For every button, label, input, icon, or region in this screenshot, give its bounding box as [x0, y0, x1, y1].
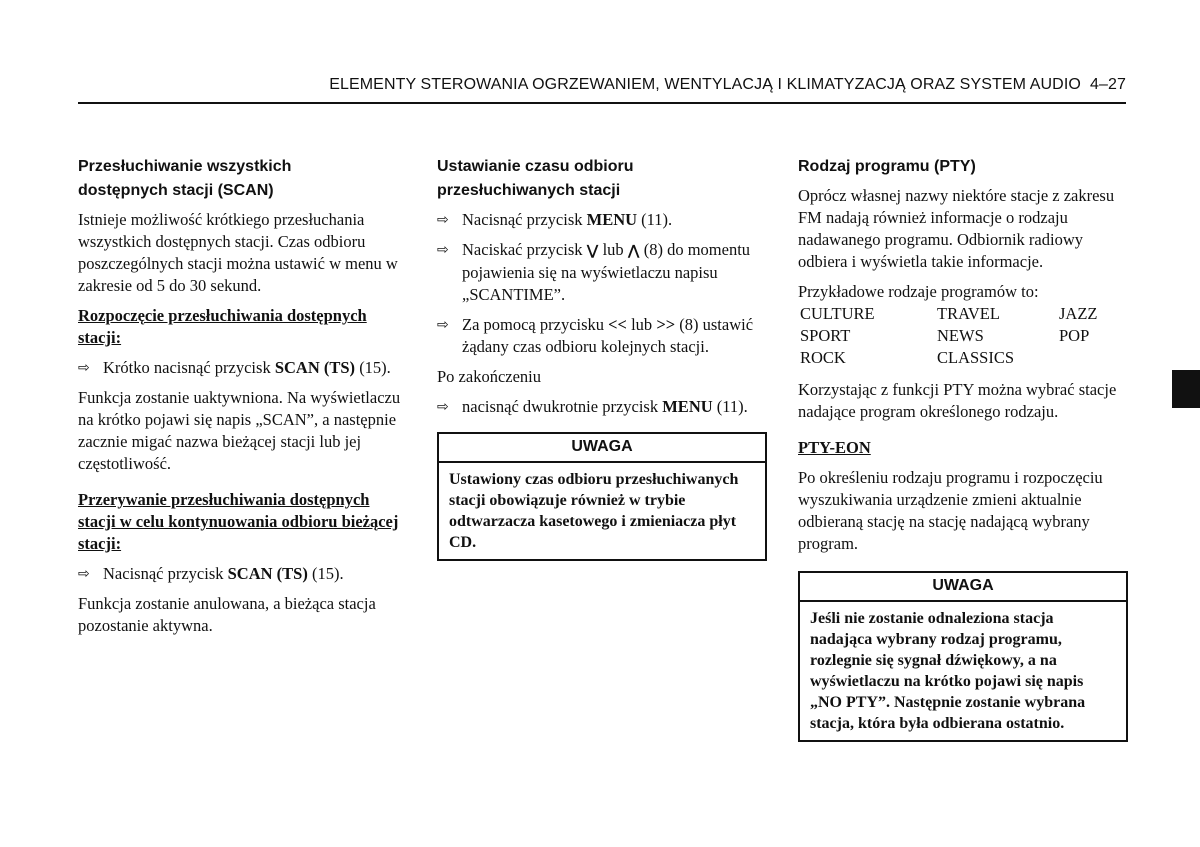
- pty-intro: Oprócz własnej nazwy niektóre stacje z zakresu FM nadają również informacje o rodzaju nadawanego programu. Odbiornik radiowy odbiera i wyświetla takie informacje.: [798, 186, 1115, 271]
- step-text: Krótko nacisnąć przycisk SCAN (TS) (15).: [103, 358, 391, 377]
- pty-program-list: [800, 303, 1128, 369]
- step-text: nacisnąć dwukrotnie przycisk MENU (11).: [462, 397, 748, 416]
- scan-heading-line2: dostępnych stacji (SCAN): [78, 182, 274, 199]
- hollow-right-arrow-icon: ⇨: [78, 566, 90, 582]
- hollow-right-arrow-icon: ⇨: [437, 317, 449, 333]
- note-box-pty: [798, 571, 1128, 742]
- hollow-right-arrow-icon: ⇨: [437, 212, 449, 228]
- chevron-down-icon: ⋁: [586, 243, 599, 259]
- scantime-after-label: Po zakończeniu: [437, 367, 542, 386]
- step-text: Nacisnąć przycisk SCAN (TS) (15).: [103, 564, 344, 583]
- scantime-heading-line2: przesłuchiwanych stacji: [437, 182, 621, 199]
- pty-heading: Rodzaj programu (PTY): [798, 158, 976, 175]
- scan-stop-subheading: Przerywanie przesłuchiwania dostępnych stacji w celu kontynuowania odbioru bieżącej stacji:: [78, 490, 399, 553]
- scan-stop-step: [78, 563, 408, 585]
- pty-program-item: JAZZ: [1059, 304, 1098, 323]
- hollow-right-arrow-icon: ⇨: [78, 360, 90, 376]
- note-body: Jeśli nie zostanie odnaleziona stacja nadająca wybrany rodzaj programu, rozlegnie się sygnał dźwiękowy, a na wyświetlaczu na krótko pojawi się napis „NO PTY”. Następnie zostanie wybrana stacja, która była odbierana ostatnio.: [810, 610, 1086, 732]
- column-pty: [798, 150, 1128, 742]
- pty-program-item: POP: [1059, 326, 1090, 345]
- scan-cancel-text: Funkcja zostanie anulowana, a bieżąca stacja pozostanie aktywna.: [78, 594, 376, 635]
- pty-eon-subheading: PTY-EON: [798, 438, 871, 457]
- scan-heading: [78, 155, 408, 203]
- column-scantime: [437, 150, 767, 561]
- hollow-right-arrow-icon: ⇨: [437, 242, 449, 258]
- scan-heading-line1: Przesłuchiwanie wszystkich: [78, 158, 292, 175]
- scan-start-step: [78, 357, 408, 379]
- step-text: Za pomocą przycisku << lub >> (8) ustawić żądany czas odbioru kolejnych stacji.: [462, 315, 754, 356]
- pty-program-item: NEWS: [937, 326, 984, 345]
- scan-intro: Istnieje możliwość krótkiego przesłuchania wszystkich dostępnych stacji. Czas odbioru poszczególnych stacji można ustawić w menu w zakresie od 5 do 30 sekund.: [78, 210, 398, 295]
- pty-program-item: TRAVEL: [937, 304, 1000, 323]
- scan-key-label: SCAN (TS): [274, 358, 356, 377]
- scantime-step-menu: [437, 209, 767, 231]
- column-scan: [78, 150, 408, 645]
- pty-program-item: ROCK: [800, 348, 846, 367]
- menu-key-label: MENU: [662, 397, 713, 416]
- menu-key-label: MENU: [586, 210, 638, 229]
- note-title: UWAGA: [439, 434, 765, 463]
- pty-program-item: [1059, 347, 1119, 369]
- page-number: 4–27: [1090, 76, 1126, 93]
- scan-activated-text: Funkcja zostanie uaktywniona. Na wyświetlaczu na krótko pojawi się napis „SCAN”, a następnie zacznie migać nazwa bieżącej stacji lub jej częstotliwość.: [78, 388, 401, 473]
- hollow-right-arrow-icon: ⇨: [437, 399, 449, 415]
- scantime-step-seek: [437, 314, 767, 358]
- step-text: Naciskać przycisk ⋁ lub ⋀ (8) do momentu pojawienia się na wyświetlaczu napisu „SCANTIME”.: [462, 240, 751, 304]
- pty-program-item: CULTURE: [800, 304, 875, 323]
- chapter-tab-marker: [1172, 370, 1200, 408]
- scantime-heading-line1: Ustawianie czasu odbioru: [437, 158, 634, 175]
- pty-usage-text: Korzystając z funkcji PTY można wybrać stacje nadające program określonego rodzaju.: [798, 380, 1117, 421]
- pty-program-item: CLASSICS: [937, 348, 1015, 367]
- scantime-step-finish: [437, 396, 767, 418]
- page-header: [78, 70, 1126, 104]
- step-text: Nacisnąć przycisk MENU (11).: [462, 210, 673, 229]
- note-body: Ustawiony czas odbioru przesłuchiwanych stacji obowiązuje również w trybie odtwarzacza kasetowego i zmieniacza płyt CD.: [449, 471, 739, 551]
- scantime-heading: [437, 155, 767, 203]
- pty-program-item: SPORT: [800, 326, 851, 345]
- note-box-scantime: [437, 432, 767, 561]
- header-title-line: [329, 76, 1126, 94]
- scan-key-label: SCAN (TS): [227, 564, 308, 583]
- scantime-step-arrows: [437, 239, 767, 306]
- chevron-up-icon: ⋀: [627, 243, 640, 259]
- seek-forward-key-label: >>: [656, 315, 676, 334]
- pty-eon-text: Po określeniu rodzaju programu i rozpoczęciu wyszukiwania urządzenie zmieni aktualnie odbieraną stację na stację nadającą wybrany program.: [798, 468, 1103, 553]
- pty-examples-label: Przykładowe rodzaje programów to:: [798, 282, 1039, 301]
- scan-start-subheading: Rozpoczęcie przesłuchiwania dostępnych stacji:: [78, 306, 367, 347]
- seek-back-key-label: <<: [608, 315, 627, 334]
- note-title: UWAGA: [800, 573, 1126, 602]
- header-title: ELEMENTY STEROWANIA OGRZEWANIEM, WENTYLACJĄ I KLIMATYZACJĄ ORAZ SYSTEM AUDIO: [329, 76, 1081, 93]
